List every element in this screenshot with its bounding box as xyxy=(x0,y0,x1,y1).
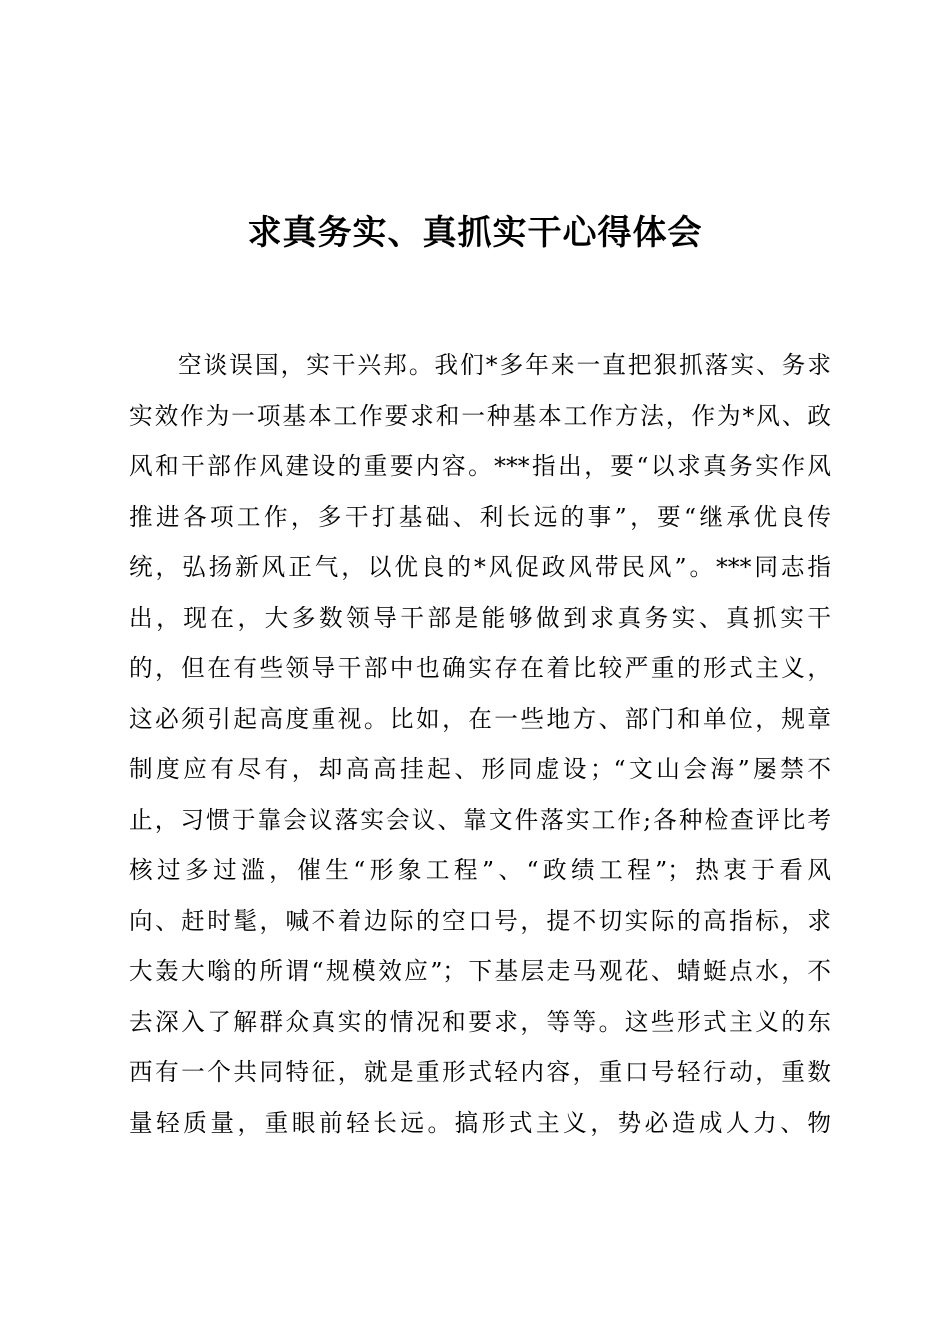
body-line: 西有一个共同特征，就是重形式轻内容，重口号轻行动，重数 xyxy=(129,1058,831,1086)
body-line: 风和干部作风建设的重要内容。***指出，要“以求真务实作风 xyxy=(129,452,831,480)
body-line: 统，弘扬新风正气，以优良的*风促政风带民风”。***同志指 xyxy=(129,553,831,581)
body-line: 大轰大嗡的所谓“规模效应”；下基层走马观花、蜻蜓点水，不 xyxy=(129,957,831,985)
body-line: 向、赶时髦，喊不着边际的空口号，提不切实际的高指标，求 xyxy=(129,906,831,935)
body-line: 推进各项工作，多干打基础、利长远的事”，要“继承优良传 xyxy=(129,502,831,531)
body-line: 核过多过滥，催生“形象工程”、“政绩工程”；热衷于看风 xyxy=(129,856,831,884)
document-title: 求真务实、真抓实干心得体会 xyxy=(247,213,703,253)
document-body xyxy=(129,340,831,1148)
body-line: 量轻质量，重眼前轻长远。搞形式主义，势必造成人力、物 xyxy=(129,1108,831,1137)
body-line: 空谈误国，实干兴邦。我们*多年来一直把狠抓落实、务求 xyxy=(178,351,831,379)
body-line: 制度应有尽有，却高高挂起、形同虚设；“文山会海”屡禁不 xyxy=(129,755,831,783)
body-line: 这必须引起高度重视。比如，在一些地方、部门和单位，规章 xyxy=(129,704,831,733)
body-line: 的，但在有些领导干部中也确实存在着比较严重的形式主义， xyxy=(129,654,831,682)
body-line: 止，习惯于靠会议落实会议、靠文件落实工作;各种检查评比考 xyxy=(129,805,831,834)
body-line: 去深入了解群众真实的情况和要求，等等。这些形式主义的东 xyxy=(129,1007,831,1036)
body-line: 出，现在，大多数领导干部是能够做到求真务实、真抓实干 xyxy=(129,603,831,632)
body-line: 实效作为一项基本工作要求和一种基本工作方法，作为*风、政 xyxy=(129,401,831,430)
